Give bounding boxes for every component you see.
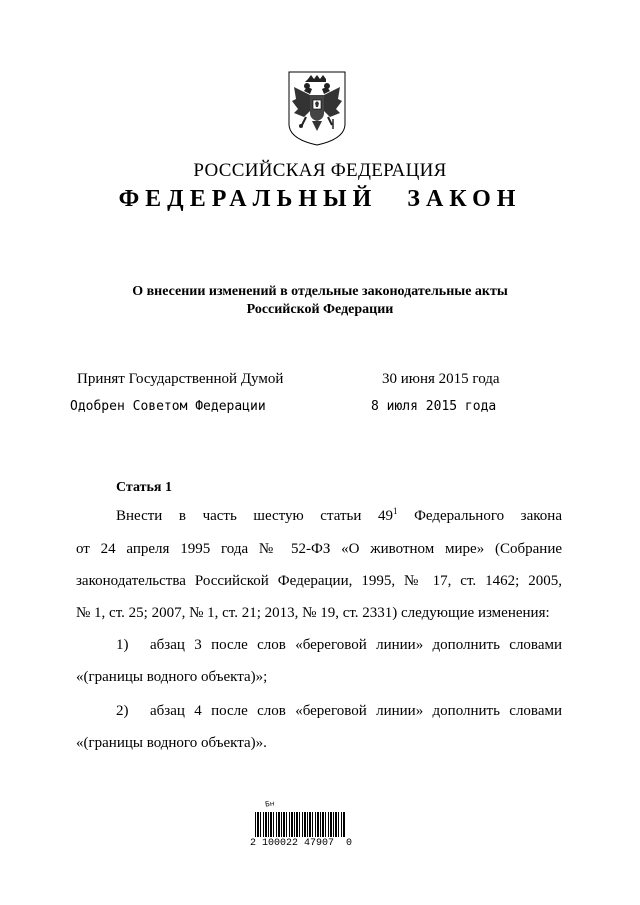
law-title-line: О внесении изменений в отдельные законодательные акты: [132, 284, 508, 299]
article-paragraph-line: № 1, ст. 25; 2007, № 1, ст. 21; 2013, № 19, ст. 2331) следующие изменения:: [76, 605, 550, 621]
list-item-continuation: «(границы водного объекта)».: [76, 735, 267, 751]
article-paragraph-line: законодательства Российской Федерации, 1995, № 17, ст. 1462; 2005,: [76, 573, 562, 589]
country-name: РОССИЙСКАЯ ФЕДЕРАЦИЯ: [193, 160, 447, 181]
paragraph-text: Внести в часть шестую статьи 49: [116, 508, 393, 524]
list-item-continuation: «(границы водного объекта)»;: [76, 669, 268, 685]
list-item-number: 1): [116, 637, 129, 653]
document-type: ФЕДЕРАЛЬНЫЙ ЗАКОН: [118, 186, 522, 212]
law-title-line: Российской Федерации: [246, 302, 394, 317]
coat-of-arms-icon: [286, 69, 348, 147]
law-title: [90, 283, 550, 319]
article-heading: Статья 1: [116, 480, 172, 495]
council-date: 8 июля 2015 года: [371, 399, 497, 414]
barcode-bars: [255, 812, 345, 837]
list-item-number: 2): [116, 703, 129, 719]
council-label: Одобрен Советом Федерации: [70, 399, 266, 414]
list-item-text: абзац 3 после слов «береговой линии» дополнить словами: [150, 637, 562, 653]
article-paragraph-line: от 24 апреля 1995 года № 52-ФЗ «О животном мире» (Собрание: [76, 541, 562, 557]
list-item-text: абзац 4 после слов «береговой линии» дополнить словами: [150, 703, 562, 719]
barcode-number: 2 100022 47907 0: [250, 838, 353, 849]
barcode: [250, 799, 353, 850]
paragraph-text: Федерального закона: [397, 508, 562, 524]
barcode-mark: Бн: [264, 799, 275, 809]
article-superscript: 1: [392, 506, 398, 516]
duma-label: Принят Государственной Думой: [77, 371, 284, 387]
article-paragraph-line: [116, 508, 562, 525]
duma-date: 30 июня 2015 года: [382, 371, 500, 387]
